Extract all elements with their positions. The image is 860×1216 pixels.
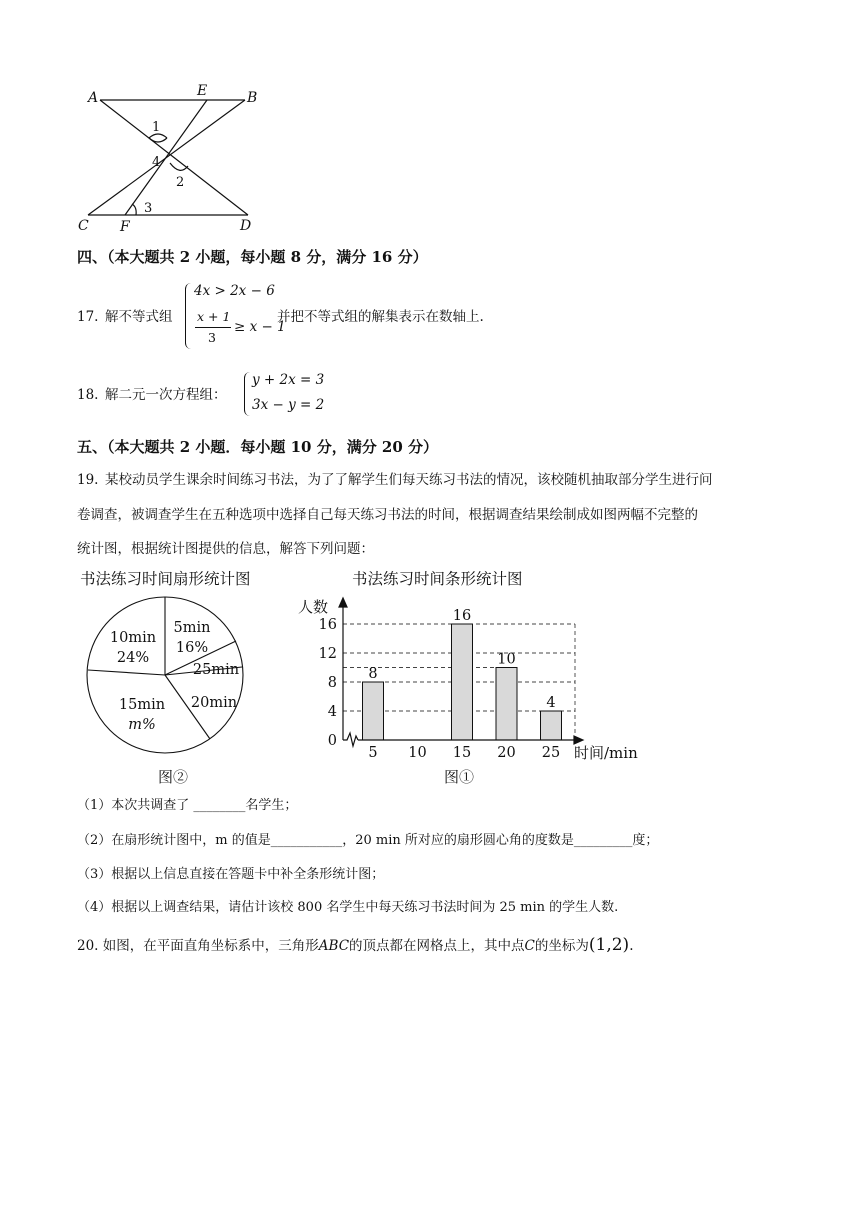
q18-eq2: 3x − y = 2 — [252, 397, 325, 413]
q20-text-a: 如图，在平面直角坐标系中，三角形 — [102, 938, 319, 954]
label-c: C — [78, 218, 89, 234]
pie-chart-caption: 图② — [158, 768, 189, 786]
y-axis-title: 人数 — [298, 598, 329, 616]
q19-sub3: （3）根据以上信息直接在答题卡中补全条形统计图； — [77, 867, 385, 882]
x-axis-arrow — [574, 736, 583, 744]
q17-number: 17. — [77, 309, 99, 325]
section5-heading: 五、（本大题共 2 小题．每小题 10 分，满分 20 分） — [77, 438, 439, 456]
x-tick-label: 25 — [541, 745, 561, 761]
bar-chart — [290, 590, 660, 780]
q18-brace — [244, 372, 251, 416]
q18-number: 18. — [77, 387, 99, 403]
segment-ef — [125, 100, 207, 215]
section4-heading: 四、（本大题共 2 小题，每小题 8 分，满分 16 分） — [77, 248, 428, 266]
bar-20min — [496, 668, 517, 741]
pie-label-15min: 15min — [118, 697, 166, 713]
angle-label-4: 4 — [152, 155, 161, 170]
x-tick-label: 20 — [497, 745, 516, 761]
angle-3-arc — [132, 204, 136, 215]
axis-break-icon — [343, 733, 358, 746]
angle-label-2: 2 — [176, 175, 185, 190]
pie-chart-title: 书法练习时间扇形统计图 — [80, 570, 251, 588]
angle-label-3: 3 — [144, 201, 153, 216]
q19-sub4: （4）根据以上调查结果，请估计该校 800 名学生中每天练习书法时间为 25 min 的学生人数. — [77, 900, 619, 915]
q20-number: 20. — [77, 938, 99, 954]
x-tick-label: 15 — [452, 745, 472, 761]
x-axis-title: 时间/min — [574, 744, 638, 762]
q17-eq2-denominator: 3 — [208, 330, 216, 345]
data-label: 8 — [368, 666, 378, 682]
y-tick-label: 16 — [318, 617, 337, 633]
bar-15min — [452, 624, 473, 740]
q17-eq2-rhs: ≥ x − 1 — [234, 319, 286, 335]
question-18 — [77, 370, 477, 420]
pie-label-15min-pct: m% — [128, 717, 156, 733]
question-20 — [77, 935, 633, 956]
q19-sub2: （2）在扇形统计图中，m 的值是___________，20 min 所对应的扇形圆心角的度数是_________度； — [77, 833, 659, 848]
q20-text-c: 的坐标为 — [534, 938, 589, 954]
q19-number: 19. — [77, 472, 99, 488]
y-tick-label: 8 — [327, 675, 337, 691]
pie-label-25min: 25min — [192, 662, 240, 678]
y-axis-arrow — [339, 598, 347, 607]
y-tick-label: 0 — [327, 733, 337, 749]
q20-point-c: C — [524, 938, 535, 954]
question-17 — [77, 280, 777, 352]
x-tick-label: 5 — [368, 745, 378, 761]
pie-label-5min-pct: 16% — [175, 640, 209, 656]
q17-prefix: 解不等式组 — [105, 309, 173, 325]
q20-coordinate: (1,2) — [588, 935, 630, 955]
q17-brace — [185, 283, 192, 349]
geometry-figure — [70, 80, 270, 240]
label-d: D — [240, 218, 252, 234]
pie-label-5min: 5min — [173, 620, 211, 636]
q18-prefix: 解二元一次方程组： — [105, 387, 227, 403]
pie-label-10min-pct: 24% — [116, 650, 150, 666]
bar-chart-title: 书法练习时间条形统计图 — [352, 570, 523, 588]
angle-label-1: 1 — [152, 120, 161, 135]
bar-25min — [541, 711, 562, 740]
q20-text-b: 的顶点都在网格点上，其中点 — [349, 938, 525, 954]
y-tick-label: 4 — [327, 704, 337, 720]
q17-eq1: 4x > 2x − 6 — [194, 283, 275, 299]
y-tick-label: 12 — [318, 646, 337, 662]
pie-chart — [80, 590, 250, 790]
label-a: A — [88, 90, 99, 106]
angle-4-arc — [149, 138, 167, 142]
data-label: 4 — [546, 695, 556, 711]
q19-line2: 卷调查，被调查学生在五种选项中选择自己每天练习书法的时间，根据调查结果绘制成如图两幅不完整的 — [77, 507, 698, 523]
q17-eq2-numerator: x + 1 — [197, 309, 231, 324]
q19-sub1: （1）本次共调查了 ________名学生； — [77, 798, 298, 813]
q17-suffix: 并把不等式组的解集表示在数轴上. — [277, 309, 484, 325]
x-tick-label: 10 — [408, 745, 427, 761]
q19-line3: 统计图，根据统计图提供的信息，解答下列问题： — [77, 541, 374, 557]
q20-abc: ABC — [318, 938, 350, 954]
bar-5min — [363, 682, 384, 740]
pie-label-10min: 10min — [109, 630, 157, 646]
bar-chart-caption: 图① — [444, 768, 475, 786]
q19-line1: 某校动员学生课余时间练习书法，为了了解学生们每天练习书法的情况，该校随机抽取部分学生进行问 — [105, 472, 713, 488]
label-e: E — [197, 83, 208, 99]
label-b: B — [247, 90, 258, 106]
segment-ad — [100, 100, 248, 215]
q20-end: . — [629, 938, 634, 954]
label-f: F — [120, 219, 130, 235]
pie-label-20min: 20min — [190, 695, 238, 711]
pie-divider-15-10 — [88, 670, 165, 675]
data-label: 16 — [452, 608, 472, 624]
q18-eq1: y + 2x = 3 — [252, 372, 325, 388]
data-label: 10 — [497, 651, 516, 668]
